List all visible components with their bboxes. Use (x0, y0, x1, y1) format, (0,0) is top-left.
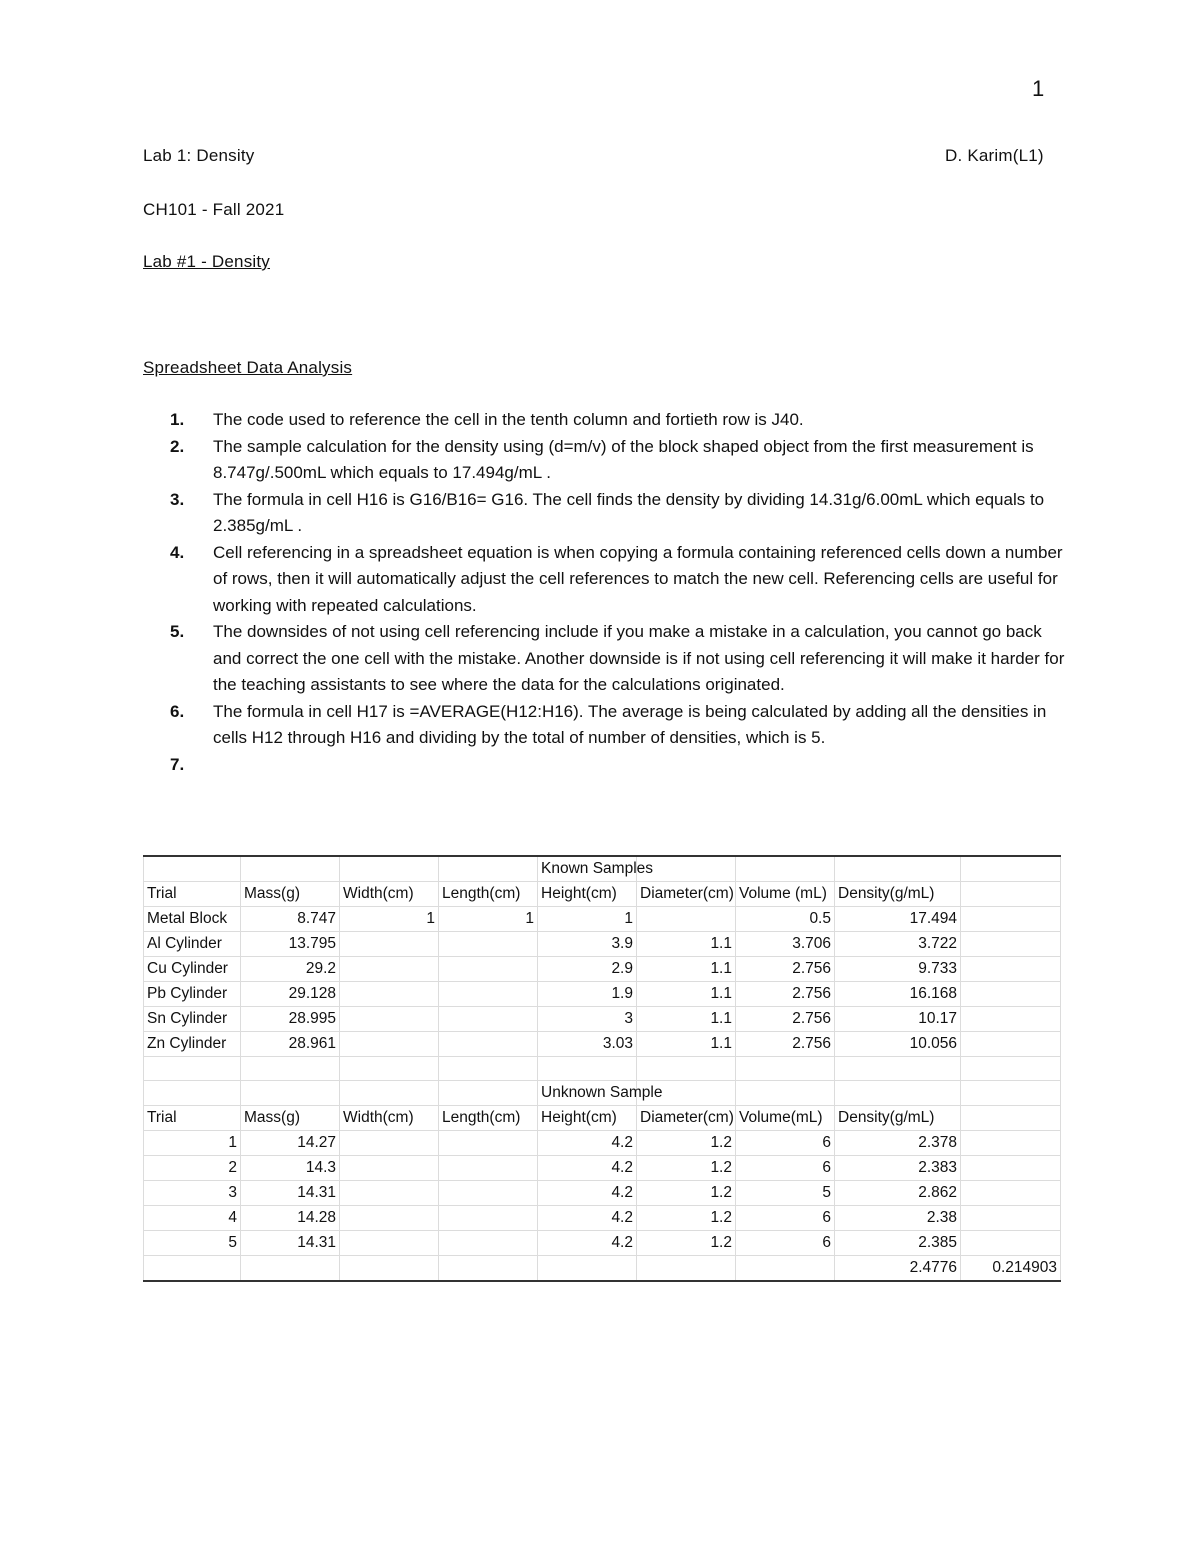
empty-cell (144, 1057, 241, 1081)
data-cell: 1.2 (637, 1231, 736, 1256)
data-cell: 4.2 (538, 1181, 637, 1206)
list-text: The formula in cell H16 is G16/B16= G16. The cell finds the density by dividing 14.31g/6.00mL which equals to 2.385g/mL . (213, 489, 1045, 535)
list-item (170, 487, 1070, 540)
row-label-cell: 3 (144, 1181, 241, 1206)
data-cell (439, 1181, 538, 1206)
empty-cell (241, 1081, 340, 1106)
column-header: Density(g/mL) (835, 1106, 961, 1131)
data-cell: 2.9 (538, 957, 637, 982)
row-label-cell: Pb Cylinder (144, 982, 241, 1007)
column-header: Volume (mL) (736, 882, 835, 907)
data-cell (340, 1156, 439, 1181)
data-cell (637, 907, 736, 932)
row-label-cell: 1 (144, 1131, 241, 1156)
data-cell: 1.9 (538, 982, 637, 1007)
table-row (144, 1181, 1061, 1206)
list-text: The formula in cell H17 is =AVERAGE(H12:H16). The average is being calculated by adding all the densities in cells H12 through H16 and dividing by the total of number of densities, which is 5. (213, 701, 1047, 747)
column-header: Height(cm) (538, 1106, 637, 1131)
list-item (170, 619, 1070, 699)
data-cell (340, 1131, 439, 1156)
column-header: Trial (144, 882, 241, 907)
data-cell (961, 1131, 1061, 1156)
data-cell: 1 (439, 907, 538, 932)
column-header: Height(cm) (538, 882, 637, 907)
column-header: Width(cm) (340, 882, 439, 907)
data-cell (340, 957, 439, 982)
row-label-cell: Cu Cylinder (144, 957, 241, 982)
table-row (144, 982, 1061, 1007)
data-cell: 2.756 (736, 957, 835, 982)
column-header: Diameter(cm) (637, 882, 736, 907)
data-cell: 6 (736, 1206, 835, 1231)
data-cell: 9.733 (835, 957, 961, 982)
data-cell (439, 932, 538, 957)
section-title: Spreadsheet Data Analysis (143, 358, 353, 377)
data-cell: 5 (736, 1181, 835, 1206)
data-cell (961, 957, 1061, 982)
row-label-cell (144, 1256, 241, 1282)
data-cell: 3.9 (538, 932, 637, 957)
column-header: Length(cm) (439, 1106, 538, 1131)
data-cell (340, 982, 439, 1007)
data-cell: 28.961 (241, 1032, 340, 1057)
data-cell (961, 1181, 1061, 1206)
data-cell (961, 982, 1061, 1007)
unknown-sample-title (144, 1081, 1061, 1106)
data-cell: 4.2 (538, 1206, 637, 1231)
data-cell (439, 1256, 538, 1282)
empty-cell (835, 1081, 961, 1106)
column-header: Mass(g) (241, 1106, 340, 1131)
data-cell: 1.1 (637, 957, 736, 982)
list-number: 5. (170, 622, 185, 641)
data-cell: 1.1 (637, 1007, 736, 1032)
list-number: 4. (170, 542, 185, 562)
empty-cell (340, 1057, 439, 1081)
data-cell: 14.27 (241, 1131, 340, 1156)
data-cell: 1.1 (637, 932, 736, 957)
row-label-cell: 2 (144, 1156, 241, 1181)
data-cell (340, 1231, 439, 1256)
header-lab-label: Lab 1: Density (143, 146, 255, 165)
list-text: Cell referencing in a spreadsheet equation is when copying a formula containing referenced cells down a number of rows, then it will automatically adjust the cell references to match the new cell. Referencing cells are useful for working with repeated calculations. (213, 542, 1063, 615)
table-row (144, 1032, 1061, 1057)
data-cell: 4.2 (538, 1231, 637, 1256)
row-label-cell: Metal Block (144, 907, 241, 932)
table-row (144, 1131, 1061, 1156)
list-number: 2. (170, 436, 185, 456)
table-row (144, 1231, 1061, 1256)
data-cell (961, 1007, 1061, 1032)
data-cell: 13.795 (241, 932, 340, 957)
empty-cell (340, 856, 439, 882)
empty-cell (637, 1057, 736, 1081)
empty-cell (241, 1057, 340, 1081)
empty-cell (736, 1081, 835, 1106)
data-cell: 16.168 (835, 982, 961, 1007)
data-cell: 1.2 (637, 1156, 736, 1181)
column-header (961, 882, 1061, 907)
data-cell: 1.2 (637, 1181, 736, 1206)
empty-cell (736, 856, 835, 882)
data-cell (241, 1256, 340, 1282)
data-cell (538, 1256, 637, 1282)
list-text: The code used to reference the cell in the tenth column and fortieth row is J40. (213, 410, 804, 429)
data-cell (439, 1131, 538, 1156)
data-cell: 14.31 (241, 1181, 340, 1206)
list-number: 6. (170, 701, 185, 721)
table-row (144, 1256, 1061, 1282)
empty-cell (835, 856, 961, 882)
data-cell (961, 1206, 1061, 1231)
column-header: Diameter(cm) (637, 1106, 736, 1131)
table-row (144, 932, 1061, 957)
data-cell: 1.1 (637, 982, 736, 1007)
data-cell: 14.31 (241, 1231, 340, 1256)
data-cell: 29.2 (241, 957, 340, 982)
row-label-cell: Al Cylinder (144, 932, 241, 957)
data-cell (961, 1231, 1061, 1256)
list-number: 7. (170, 754, 185, 774)
data-cell (439, 982, 538, 1007)
spacer-row (144, 1057, 1061, 1081)
data-cell: 1.2 (637, 1206, 736, 1231)
data-cell (439, 1032, 538, 1057)
data-cell (340, 1032, 439, 1057)
data-cell: 2.385 (835, 1231, 961, 1256)
list-number: 1. (170, 410, 185, 429)
data-cell: 28.995 (241, 1007, 340, 1032)
data-cell (439, 1231, 538, 1256)
empty-cell (835, 1057, 961, 1081)
unknown-header-row (144, 1106, 1061, 1131)
data-cell: 1 (538, 907, 637, 932)
list-item (170, 434, 1070, 487)
data-cell (961, 1156, 1061, 1181)
list-item (170, 540, 1070, 620)
data-cell: 10.17 (835, 1007, 961, 1032)
column-header: Density(g/mL) (835, 882, 961, 907)
row-label-cell: 5 (144, 1231, 241, 1256)
row-label-cell: Sn Cylinder (144, 1007, 241, 1032)
empty-cell (736, 1057, 835, 1081)
data-cell: 3.722 (835, 932, 961, 957)
list-text: The downsides of not using cell referencing include if you make a mistake in a calculation, you cannot go back and correct the one cell with the mistake. Another downside is if not using cell referencing it will make it harder for the teaching assistants to see where the data for the calculations originated. (213, 622, 1065, 694)
data-cell: 3 (538, 1007, 637, 1032)
empty-cell (144, 856, 241, 882)
data-cell: 8.747 (241, 907, 340, 932)
spreadsheet-table (143, 855, 1061, 1282)
empty-cell (538, 1057, 637, 1081)
data-cell (340, 1181, 439, 1206)
data-cell (736, 1256, 835, 1282)
header-author: D. Karim(L1) (945, 146, 1044, 165)
data-cell: 0.5 (736, 907, 835, 932)
data-cell: 2.862 (835, 1181, 961, 1206)
column-header (961, 1106, 1061, 1131)
table-row (144, 1206, 1061, 1231)
data-cell (340, 1256, 439, 1282)
list-number: 3. (170, 489, 185, 509)
data-cell: 1 (340, 907, 439, 932)
empty-cell (961, 856, 1061, 882)
course-label: CH101 - Fall 2021 (143, 200, 285, 219)
data-cell: 6 (736, 1156, 835, 1181)
row-label-cell: 4 (144, 1206, 241, 1231)
table-row (144, 1156, 1061, 1181)
data-cell: 2.378 (835, 1131, 961, 1156)
empty-cell (961, 1081, 1061, 1106)
column-header: Length(cm) (439, 882, 538, 907)
known-header-row (144, 882, 1061, 907)
data-cell: 2.756 (736, 982, 835, 1007)
data-cell: 6 (736, 1131, 835, 1156)
table-row (144, 957, 1061, 982)
table-row (144, 1007, 1061, 1032)
list-item (170, 699, 1070, 752)
data-cell: 1.1 (637, 1032, 736, 1057)
page-number: 1 (1032, 76, 1045, 101)
data-cell (961, 932, 1061, 957)
data-cell: 2.38 (835, 1206, 961, 1231)
column-header: Trial (144, 1106, 241, 1131)
empty-cell (340, 1081, 439, 1106)
data-cell: 14.28 (241, 1206, 340, 1231)
data-cell: 29.128 (241, 982, 340, 1007)
data-cell: 0.214903 (961, 1256, 1061, 1282)
data-cell (439, 1156, 538, 1181)
empty-cell (241, 856, 340, 882)
empty-cell (439, 856, 538, 882)
row-label-cell: Zn Cylinder (144, 1032, 241, 1057)
analysis-list (170, 407, 1070, 774)
list-text: The sample calculation for the density using (d=m/v) of the block shaped object from the first measurement is 8.747g/.500mL which equals to 17.494g/mL . (213, 436, 1034, 482)
unknown-sample-title-label: Unknown Sample (538, 1081, 637, 1106)
data-cell (340, 1206, 439, 1231)
data-cell: 3.706 (736, 932, 835, 957)
list-item (170, 407, 1070, 434)
data-cell: 4.2 (538, 1131, 637, 1156)
data-cell: 4.2 (538, 1156, 637, 1181)
column-header: Width(cm) (340, 1106, 439, 1131)
data-cell (961, 1032, 1061, 1057)
data-cell: 1.2 (637, 1131, 736, 1156)
empty-cell (439, 1081, 538, 1106)
known-samples-title (144, 856, 1061, 882)
column-header: Volume(mL) (736, 1106, 835, 1131)
empty-cell (439, 1057, 538, 1081)
data-cell (637, 1256, 736, 1282)
data-cell (340, 932, 439, 957)
data-cell: 3.03 (538, 1032, 637, 1057)
column-header: Mass(g) (241, 882, 340, 907)
table-row (144, 907, 1061, 932)
data-cell: 14.3 (241, 1156, 340, 1181)
data-cell: 2.756 (736, 1007, 835, 1032)
empty-cell (961, 1057, 1061, 1081)
data-cell (439, 957, 538, 982)
lab-title: Lab #1 - Density (143, 252, 270, 271)
data-cell (439, 1007, 538, 1032)
known-samples-title-label: Known Samples (538, 856, 637, 882)
data-cell: 10.056 (835, 1032, 961, 1057)
empty-cell (144, 1081, 241, 1106)
data-cell: 17.494 (835, 907, 961, 932)
data-cell: 2.756 (736, 1032, 835, 1057)
data-cell (961, 907, 1061, 932)
data-cell: 2.4776 (835, 1256, 961, 1282)
data-cell (439, 1206, 538, 1231)
data-cell (340, 1007, 439, 1032)
data-cell: 2.383 (835, 1156, 961, 1181)
data-cell: 6 (736, 1231, 835, 1256)
